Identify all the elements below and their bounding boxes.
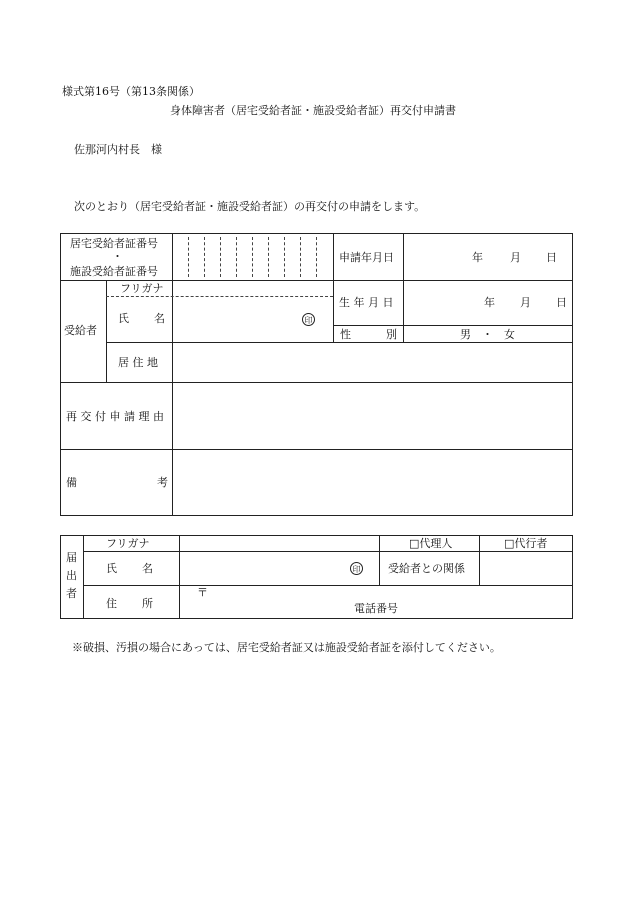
reissue-reason-field[interactable] xyxy=(175,385,570,447)
notifier-furigana-field[interactable] xyxy=(182,537,377,550)
notifier-name-label-1: 氏 xyxy=(106,562,117,575)
relation-field[interactable] xyxy=(482,554,570,583)
intro-text: 次のとおり（居宅受給者証・施設受給者証）の再交付の申請をします。 xyxy=(74,200,426,213)
application-date-label: 申請年月日 xyxy=(339,251,394,264)
recipient-name-label-1: 氏 xyxy=(118,312,129,325)
attachment-note: ※破損、汚損の場合にあっては、居宅受給者証又は施設受給者証を添付してください。 xyxy=(72,641,501,654)
reissue-reason-label: 再 交 付 申 請 理 由 xyxy=(66,410,164,423)
sex-label-1: 性 xyxy=(340,328,351,341)
cert-number-field[interactable] xyxy=(176,236,330,278)
app-date-day: 日 xyxy=(546,251,557,264)
relation-label: 受給者との関係 xyxy=(388,562,465,575)
remarks-label-2: 考 xyxy=(157,476,168,489)
sex-label-2: 別 xyxy=(386,328,397,341)
notifier-furigana-label: フリガナ xyxy=(106,537,150,550)
form-title: 身体障害者（居宅受給者証・施設受給者証）再交付申請書 xyxy=(170,104,456,117)
recipient-furigana-label: フリガナ xyxy=(120,282,164,295)
cert-label-separator: ・ xyxy=(112,250,123,263)
notifier-name-field[interactable] xyxy=(182,554,342,583)
phone-label: 電話番号 xyxy=(354,602,398,615)
birth-date-label: 生 年 月 日 xyxy=(339,296,394,309)
form-number: 様式第16号（第13条関係） xyxy=(62,85,200,98)
birth-year: 年 xyxy=(484,296,495,309)
notifier-name-label-2: 名 xyxy=(142,562,153,575)
birth-month: 月 xyxy=(520,296,531,309)
proxy-checkbox[interactable]: □代行者 xyxy=(504,537,548,550)
agent-checkbox[interactable]: □代理人 xyxy=(409,537,453,550)
notifier-label-3: 者 xyxy=(66,587,77,600)
recipient-seal-icon: 印 xyxy=(302,313,315,326)
addressee: 佐那河内村長 様 xyxy=(74,143,162,156)
recipient-furigana-field[interactable] xyxy=(175,282,331,295)
birth-day: 日 xyxy=(556,296,567,309)
recipient-name-field[interactable] xyxy=(175,299,295,339)
recipient-name-label-2: 名 xyxy=(154,312,165,325)
notifier-seal-icon: 印 xyxy=(350,562,363,575)
recipient-label: 受給者 xyxy=(64,324,97,337)
address-label: 居 住 地 xyxy=(118,356,158,369)
notifier-address-label-2: 所 xyxy=(142,597,153,610)
notifier-label-2: 出 xyxy=(66,569,77,582)
address-field[interactable] xyxy=(175,345,570,380)
app-date-year: 年 xyxy=(472,251,483,264)
sex-options[interactable]: 男 ・ 女 xyxy=(460,328,515,341)
cert-label-home: 居宅受給者証番号 xyxy=(70,237,158,250)
postal-mark-icon: 〒 xyxy=(197,586,208,599)
cert-label-facility: 施設受給者証番号 xyxy=(70,265,158,278)
remarks-label-1: 備 xyxy=(66,476,77,489)
app-date-month: 月 xyxy=(510,251,521,264)
notifier-label-1: 届 xyxy=(66,551,77,564)
notifier-address-label-1: 住 xyxy=(106,597,117,610)
remarks-field[interactable] xyxy=(175,452,570,514)
